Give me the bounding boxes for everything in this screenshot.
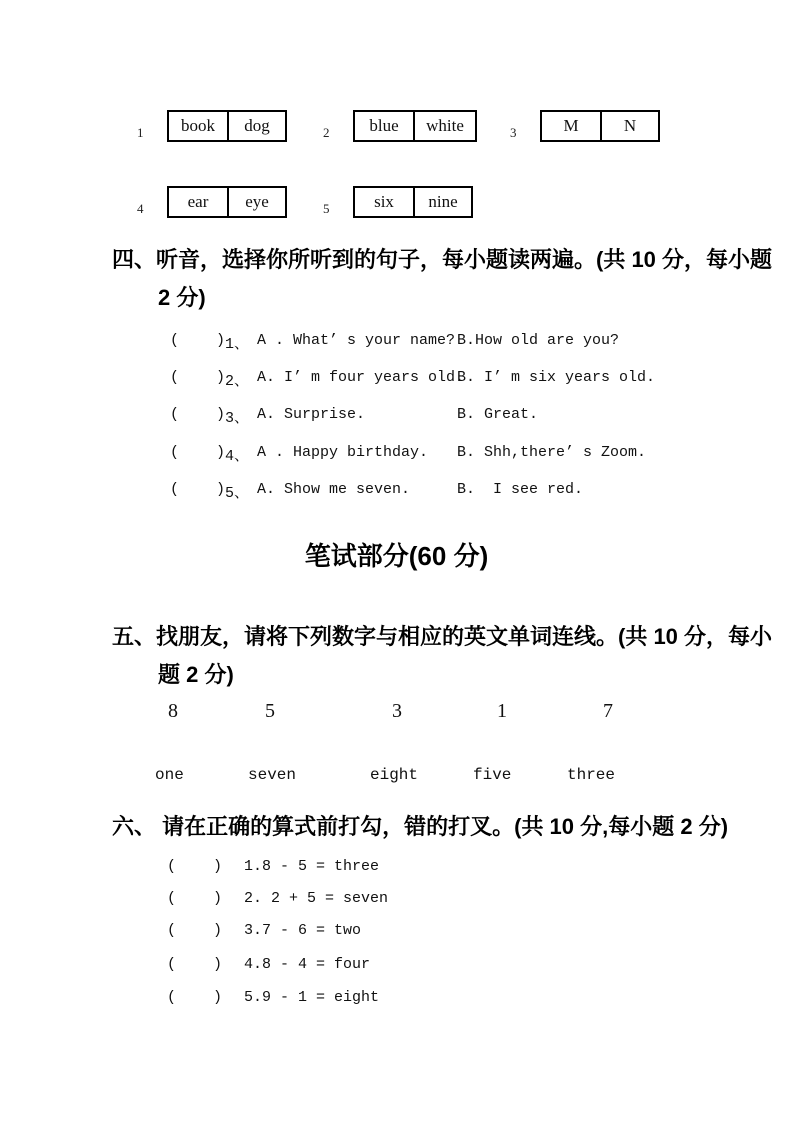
item-number: 5、 — [225, 485, 250, 502]
open-paren: ( — [170, 369, 180, 386]
item-number: 4、 — [225, 448, 250, 465]
close-paren: ) — [215, 332, 225, 349]
listening-item-3 — [170, 406, 538, 427]
answer-blank — [170, 332, 225, 353]
match-word: three — [567, 766, 616, 784]
option-b: B.How old are you? — [457, 332, 620, 349]
word-box-cell: N — [600, 112, 658, 140]
word-box-group-number: 1 — [137, 125, 144, 140]
equation-text: 3.7 - 6 = two — [244, 922, 362, 939]
word-box-table — [353, 110, 477, 142]
close-paren: ) — [215, 444, 225, 461]
equation-text: 1.8 - 5 = three — [244, 858, 380, 875]
option-a: A. Show me seven. — [257, 481, 411, 498]
listening-item-1 — [170, 332, 619, 353]
item-number: 1、 — [225, 336, 250, 353]
option-a: A. Surprise. — [257, 406, 366, 423]
word-box-cell: ear — [187, 192, 209, 211]
match-number: 8 — [168, 700, 178, 722]
math-item-3 — [167, 922, 361, 939]
word-box-table — [353, 186, 473, 218]
close-paren: ) — [215, 369, 225, 386]
option-a: A. I’ m four years old. — [257, 369, 465, 386]
option-b: B. Great. — [457, 406, 539, 423]
math-item-2 — [167, 890, 388, 907]
open-paren: ( — [170, 406, 180, 423]
equation-text: 4.8 - 4 = four — [244, 956, 371, 973]
open-paren: ( — [170, 332, 180, 349]
word-box-group-3 — [510, 110, 660, 142]
match-word: five — [473, 766, 512, 784]
option-a: A . What’ s your name? — [257, 332, 456, 349]
word-box-group-1 — [137, 110, 287, 142]
close-paren: ) — [212, 858, 222, 875]
word-box-cell: nine — [413, 188, 471, 216]
match-number: 7 — [603, 700, 613, 722]
math-item-5 — [167, 989, 379, 1006]
match-number: 1 — [497, 700, 507, 722]
word-box-table — [167, 110, 287, 142]
word-box-cell: six — [374, 192, 394, 211]
word-box-group-number: 5 — [323, 201, 330, 216]
open-paren: ( — [167, 956, 177, 973]
match-number: 5 — [265, 700, 275, 722]
option-b: B. Shh,there’ s Zoom. — [457, 444, 647, 461]
listening-item-5 — [170, 481, 583, 502]
word-box-cell: book — [181, 116, 215, 135]
close-paren: ) — [215, 406, 225, 423]
open-paren: ( — [167, 989, 177, 1006]
answer-blank — [167, 890, 222, 907]
word-box-table — [540, 110, 660, 142]
close-paren: ) — [212, 989, 222, 1006]
word-box-group-number: 4 — [137, 201, 144, 216]
close-paren: ) — [215, 481, 225, 498]
open-paren: ( — [170, 444, 180, 461]
open-paren: ( — [167, 858, 177, 875]
word-box-cell: M — [563, 116, 579, 135]
close-paren: ) — [212, 922, 222, 939]
answer-blank — [170, 369, 225, 390]
word-box-group-4 — [137, 186, 287, 218]
section4-heading-line1: 四、听音，选择你所听到的句子，每小题读两遍。(共 10 分，每小题 — [112, 247, 773, 272]
word-box-group-number: 2 — [323, 125, 330, 140]
listening-item-4 — [170, 444, 646, 465]
word-box-group-5 — [323, 186, 473, 218]
open-paren: ( — [170, 481, 180, 498]
section5-heading-line1: 五、找朋友，请将下列数字与相应的英文单词连线。(共 10 分，每小 — [112, 624, 773, 649]
word-box-cell: blue — [369, 116, 399, 135]
answer-blank — [170, 406, 225, 427]
equation-text: 2. 2 + 5 = seven — [244, 890, 389, 907]
answer-blank — [167, 989, 222, 1006]
option-b: B. I’ m six years old. — [457, 369, 656, 386]
word-box-group-2 — [323, 110, 477, 142]
match-number: 3 — [392, 700, 402, 722]
section4-heading-line2: 2 分) — [158, 285, 206, 310]
answer-blank — [170, 444, 225, 465]
section5-heading-line2: 题 2 分) — [158, 662, 234, 687]
answer-blank — [167, 922, 222, 939]
math-item-1 — [167, 858, 379, 875]
item-number: 2、 — [225, 373, 250, 390]
close-paren: ) — [212, 956, 222, 973]
written-part-title: 笔试部分(60 分) — [304, 541, 489, 571]
match-word: eight — [370, 766, 419, 784]
word-box-table — [167, 186, 287, 218]
word-box-cell: eye — [227, 188, 285, 216]
math-item-4 — [167, 956, 370, 973]
word-box-cell: dog — [227, 112, 285, 140]
match-word: one — [155, 766, 184, 784]
open-paren: ( — [167, 890, 177, 907]
word-box-cell: white — [413, 112, 475, 140]
open-paren: ( — [167, 922, 177, 939]
answer-blank — [167, 858, 222, 875]
close-paren: ) — [212, 890, 222, 907]
listening-item-2 — [170, 369, 655, 390]
answer-blank — [170, 481, 225, 502]
option-b: B. I see red. — [457, 481, 584, 498]
option-a: A . Happy birthday. — [257, 444, 429, 461]
match-word: seven — [248, 766, 297, 784]
section6-heading: 六、 请在正确的算式前打勾，错的打叉。(共 10 分,每小题 2 分) — [112, 814, 729, 839]
word-box-group-number: 3 — [510, 125, 517, 140]
answer-blank — [167, 956, 222, 973]
item-number: 3、 — [225, 410, 250, 427]
equation-text: 5.9 - 1 = eight — [244, 989, 380, 1006]
